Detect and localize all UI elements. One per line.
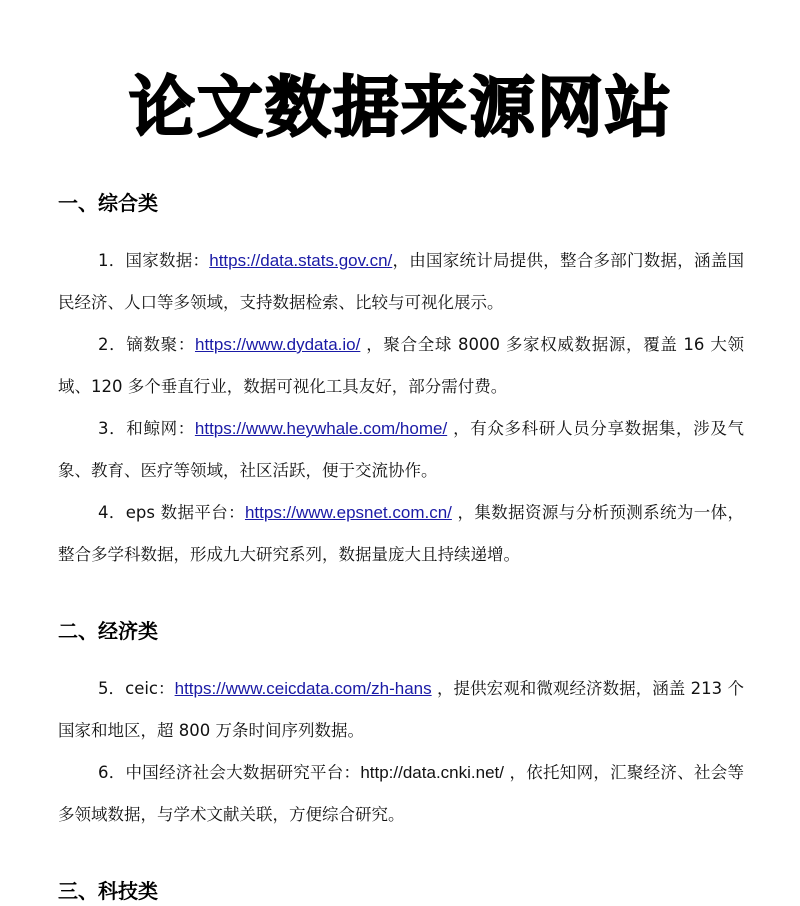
section-heading-technology: 三、科技类	[58, 879, 158, 903]
entry-prefix: 3．和鲸网：	[98, 419, 195, 438]
entry-dydata	[58, 324, 744, 408]
entry-prefix: 1．国家数据：	[98, 251, 210, 270]
link-epsnet[interactable]: https://www.epsnet.com.cn/	[244, 503, 452, 522]
entry-eps	[58, 492, 744, 576]
entry-heywhale	[58, 408, 744, 492]
entry-prefix: 2．镝数聚：	[98, 335, 195, 354]
entry-prefix: 4．eps 数据平台：	[98, 503, 245, 522]
link-heywhale[interactable]: https://www.heywhale.com/home/	[194, 419, 448, 438]
entry-prefix: 5．ceic：	[98, 679, 175, 698]
link-data-stats-gov[interactable]: https://data.stats.gov.cn/	[209, 251, 393, 270]
section-heading-economy: 二、经济类	[58, 619, 158, 643]
link-ceicdata[interactable]: https://www.ceicdata.com/zh-hans	[174, 679, 432, 698]
entry-cnki-data	[58, 752, 744, 836]
entry-prefix: 6．中国经济社会大数据研究平台：	[98, 763, 361, 782]
link-dydata[interactable]: https://www.dydata.io/	[194, 335, 361, 354]
entry-description: ，依托知网，汇聚经济、社会等多领域数据，与学术文献关联，方便综合研究。	[58, 763, 745, 824]
entry-description: ，由国家统计局提供，整合多部门数据，涵盖国民经济、人口等多领域，支持数据检索、比较与可视化展示。	[58, 251, 745, 312]
url-text-cnki: http://data.cnki.net/	[360, 763, 504, 782]
entry-description: ，聚合全球 8000 多家权威数据源，覆盖 16 大领域、120 多个垂直行业，数据可视化工具友好，部分需付费。	[58, 335, 744, 396]
entry-description: ，有众多科研人员分享数据集，涉及气象、教育、医疗等领域，社区活跃，便于交流协作。	[58, 419, 744, 480]
entry-national-data	[58, 240, 744, 324]
entry-ceic	[58, 668, 744, 752]
section-heading-general: 一、综合类	[58, 191, 158, 215]
document-title: 论文数据来源网站	[129, 69, 673, 146]
entry-description: ，集数据资源与分析预测系统为一体，整合多学科数据，形成九大研究系列，数据量庞大且持续递增。	[58, 503, 744, 564]
entry-description: ，提供宏观和微观经济数据，涵盖 213 个国家和地区，超 800 万条时间序列数据。	[58, 679, 744, 740]
